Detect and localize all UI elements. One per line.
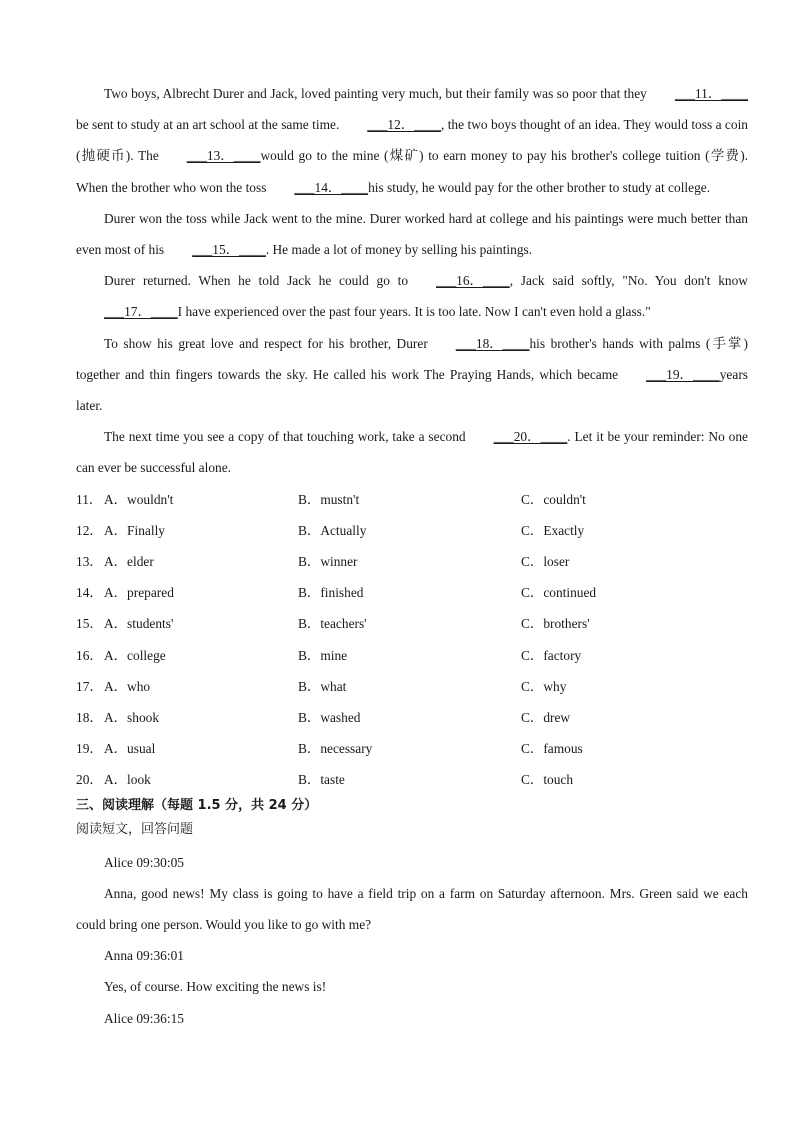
options-list <box>76 484 748 796</box>
blank-15: ___15．____ <box>192 242 266 258</box>
blank-14: ___14．____ <box>294 179 369 195</box>
section-heading: 三、阅读理解（每题 1.5 分，共 24 分） <box>76 797 318 813</box>
blank-17: ___17．____ <box>104 304 178 320</box>
option-row <box>76 640 748 671</box>
option-row <box>76 484 748 515</box>
option-row <box>76 515 748 546</box>
option-b: B．what <box>298 678 347 694</box>
option-a: A．college <box>104 647 166 663</box>
question-number: 11． <box>76 491 103 507</box>
question-number: 17． <box>76 678 103 694</box>
option-row <box>76 733 748 764</box>
passage-text: would go to the mine (煤矿) to earn money to pay his brother's college tuition (学费). When the brother who won the toss <box>76 148 748 195</box>
chat-message: Yes, of course. How exciting the news is! <box>104 979 327 995</box>
question-number: 16． <box>76 647 103 663</box>
passage-text: Two boys, Albrecht Durer and Jack, loved painting very much, but their family was so poor that they <box>104 86 647 101</box>
blank-11: ___11．____ <box>674 86 748 101</box>
question-number: 14． <box>76 585 103 601</box>
option-a: A．shook <box>104 709 160 725</box>
blank-12: ___12．____ <box>367 117 441 133</box>
question-number: 18． <box>76 709 103 725</box>
passage-text: his study, he would pay for the other brother to study at college. <box>368 179 711 195</box>
chat-header: Anna 09:36:01 <box>104 948 184 964</box>
section-instruction: 阅读短文，回答问题 <box>76 821 194 837</box>
option-c: C．Exactly <box>521 522 585 538</box>
passage-text: , the two boys thought of an idea. They would toss a coin (抛硬币). The <box>76 117 748 164</box>
blank-16: ___16．____ <box>436 273 510 289</box>
option-row <box>76 608 748 639</box>
option-b: B．Actually <box>298 522 367 538</box>
option-b: B．finished <box>298 585 364 601</box>
question-number: 19． <box>76 741 103 757</box>
option-a: A．prepared <box>104 585 174 601</box>
passage-paragraph-3 <box>76 265 748 327</box>
option-c: C．continued <box>521 585 597 601</box>
option-row <box>76 577 748 608</box>
question-number: 13． <box>76 554 103 570</box>
chat-message: Anna, good news! My class is going to have a field trip on a farm on Saturday afternoon. Mrs. Green said we each could bring one person. Would you like to go with me? <box>76 885 748 932</box>
passage-text: The next time you see a copy of that touching work, take a second <box>104 429 466 445</box>
option-b: B．taste <box>298 772 345 788</box>
option-c: C．drew <box>521 709 571 725</box>
question-number: 12． <box>76 522 103 538</box>
option-c: C．brothers' <box>521 616 590 632</box>
question-number: 20． <box>76 772 103 788</box>
option-c: C．factory <box>521 647 582 663</box>
option-row <box>76 764 748 795</box>
passage-text: . Let it be your reminder: No one can ever be successful alone. <box>76 429 748 476</box>
chat-header: Alice 09:36:15 <box>104 1010 184 1026</box>
option-a: A．who <box>104 678 151 694</box>
blank-19: ___19．____ <box>646 366 720 382</box>
option-row <box>76 671 748 702</box>
option-a: A．Finally <box>104 522 166 538</box>
chat-log <box>76 847 748 1034</box>
option-b: B．mine <box>298 647 348 663</box>
blank-18: ___18．____ <box>455 335 530 351</box>
option-a: A．students' <box>104 616 174 632</box>
passage-text: Durer won the toss while Jack went to the mine. Durer worked hard at college and his paintings were much better than even most of his <box>76 210 748 258</box>
passage-text: . He made a lot of money by selling his paintings. <box>265 242 533 258</box>
option-a: A．wouldn't <box>104 491 174 507</box>
option-c: C．loser <box>521 554 570 570</box>
option-row <box>76 702 748 733</box>
option-c: C．famous <box>521 741 583 757</box>
option-b: B．winner <box>298 554 358 570</box>
option-b: B．teachers' <box>298 616 367 632</box>
question-number: 15． <box>76 616 103 632</box>
option-a: A．look <box>104 772 151 788</box>
passage-text: his brother's hands with palms (手掌) together and thin fingers towards the sky. He called his work The Praying Hands, which became <box>76 335 749 382</box>
blank-13: ___13．____ <box>186 148 261 164</box>
passage-paragraph-4 <box>76 328 748 422</box>
option-row <box>76 546 748 577</box>
option-b: B．mustn't <box>298 491 360 507</box>
blank-20: ___20．____ <box>493 429 568 445</box>
passage-text: years later. <box>76 366 748 414</box>
passage-text: be sent to study at an art school at the same time. <box>76 117 340 133</box>
option-b: B．washed <box>298 709 361 725</box>
option-c: C．touch <box>521 772 574 788</box>
passage-text: Durer returned. When he told Jack he could go to <box>104 273 409 289</box>
passage-paragraph-2 <box>76 203 748 265</box>
passage-text: , Jack said softly, "No. You don't know <box>509 273 748 289</box>
option-b: B．necessary <box>298 741 373 757</box>
passage-paragraph-5 <box>76 421 748 483</box>
option-c: C．why <box>521 678 567 694</box>
option-c: C．couldn't <box>521 491 586 507</box>
option-a: A．elder <box>104 554 154 570</box>
passage-paragraph-1 <box>76 78 748 203</box>
passage-text: To show his great love and respect for his brother, Durer <box>104 335 428 351</box>
option-a: A．usual <box>104 741 156 757</box>
passage-text: I have experienced over the past four years. It is too late. Now I can't even hold a glass." <box>177 304 651 320</box>
document-page <box>76 78 748 1034</box>
chat-header: Alice 09:30:05 <box>104 854 184 870</box>
